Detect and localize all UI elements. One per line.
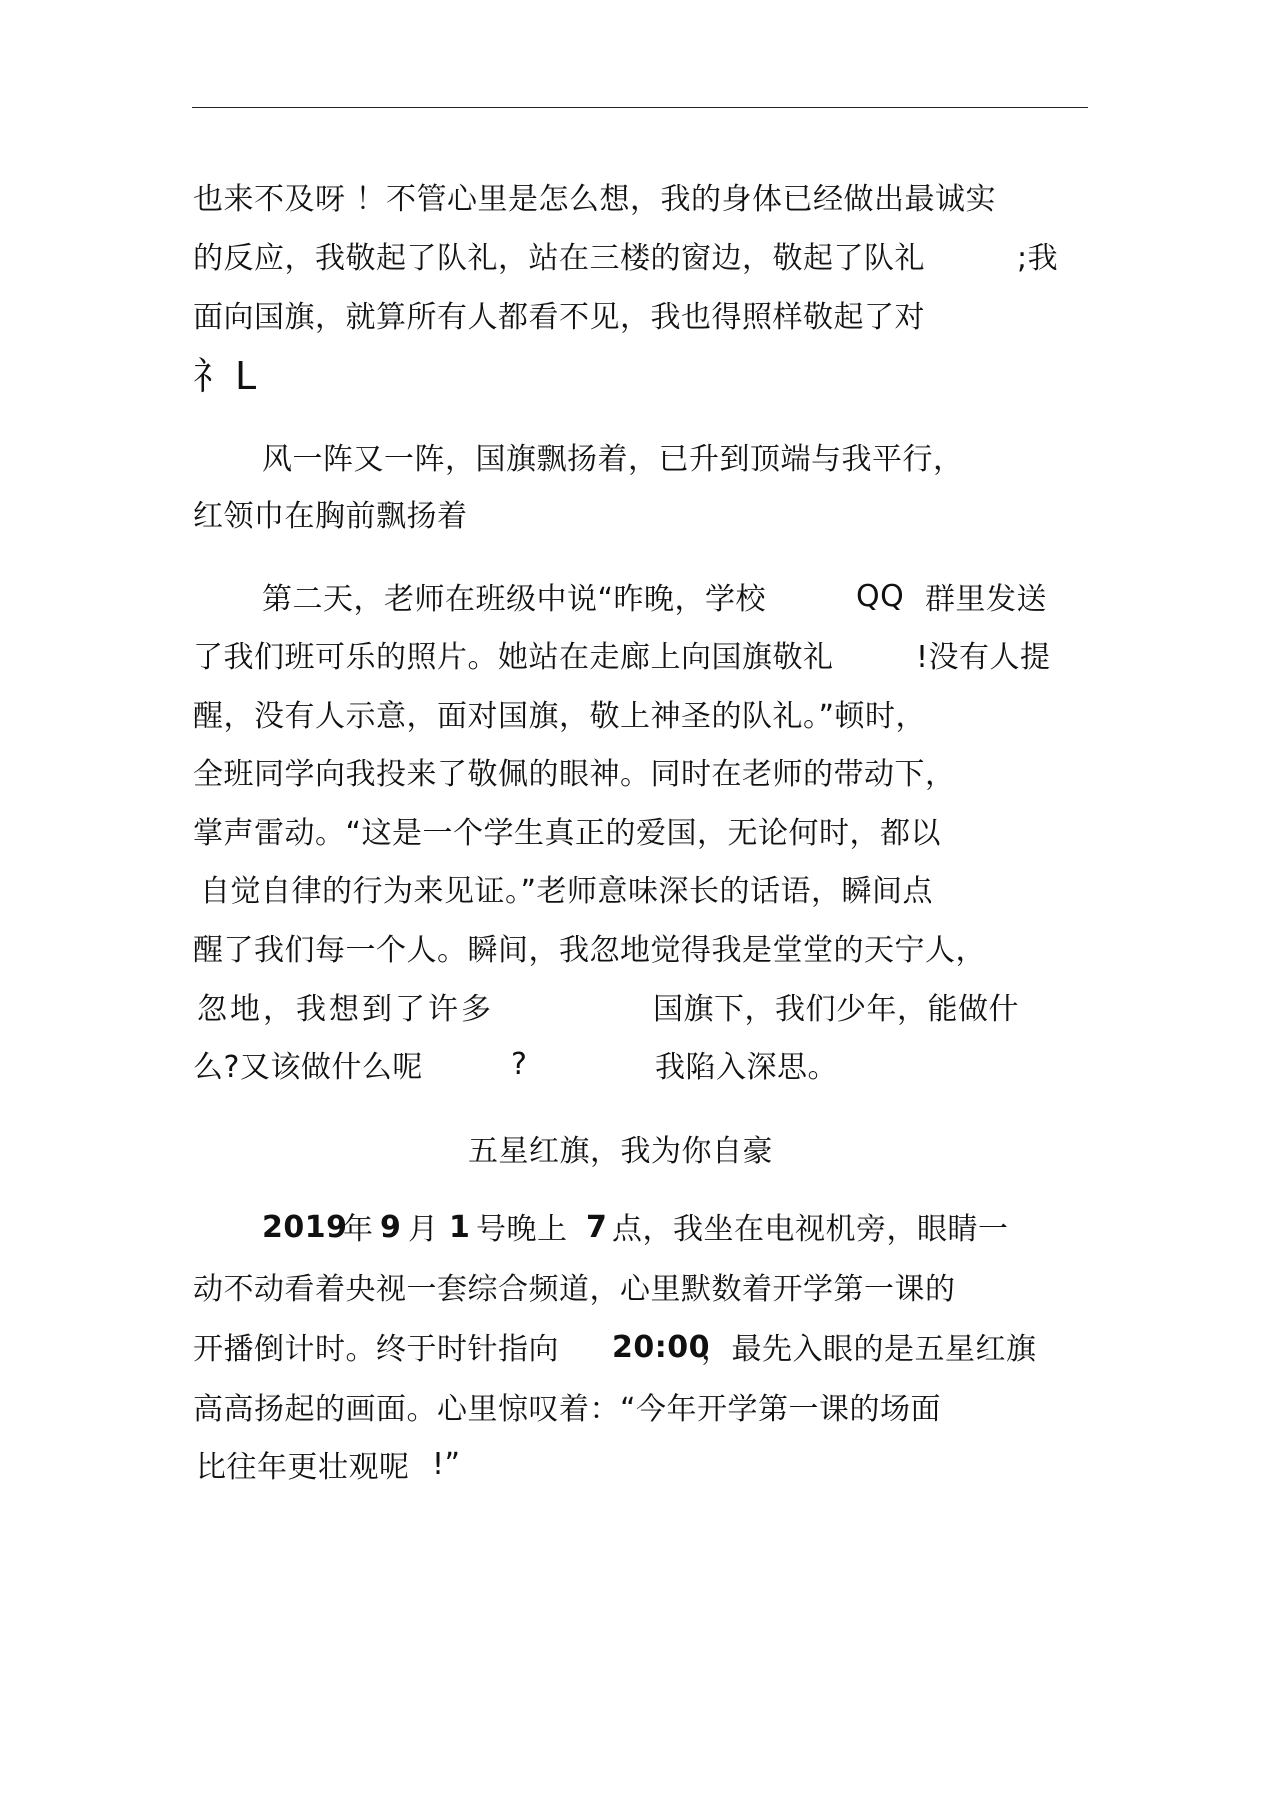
text-line: 全班同学向我投来了敬佩的眼神。同时在老师的带动下， bbox=[193, 757, 956, 792]
text-line: 月 bbox=[408, 1212, 439, 1247]
text-line: 我陷入深思。 bbox=[655, 1050, 838, 1085]
text-line: 20:00 bbox=[612, 1330, 710, 1365]
text-line: 高高扬起的画面。心里惊叹着：“今年开学第一课的场面 bbox=[193, 1392, 942, 1427]
text-line: 么?又该做什么呢 bbox=[193, 1050, 423, 1085]
text-line: 群里发送 bbox=[925, 582, 1047, 617]
text-line: 9 bbox=[380, 1210, 402, 1245]
text-line: 风一阵又一阵，国旗飘扬着，已升到顶端与我平行， bbox=[262, 442, 964, 477]
header-rule bbox=[192, 107, 1088, 108]
text-line: !没有人提 bbox=[916, 640, 1051, 675]
text-line: 2019 bbox=[262, 1210, 348, 1245]
text-line: ，最先入眼的是五星红旗 bbox=[701, 1332, 1037, 1367]
text-line: 年 bbox=[343, 1212, 374, 1247]
text-line: 忽地，我想到了许多 bbox=[197, 992, 494, 1027]
text-line: QQ bbox=[856, 579, 905, 614]
text-line: 点，我坐在电视机旁，眼睛一 bbox=[612, 1212, 1009, 1247]
text-line: 面向国旗，就算所有人都看不见，我也得照样敬起了对 bbox=[193, 300, 925, 335]
text-line: 1 bbox=[449, 1210, 471, 1245]
text-line: 的反应，我敬起了队礼，站在三楼的窗边，敬起了队礼 bbox=[193, 241, 925, 276]
section-heading: 五星红旗，我为你自豪 bbox=[468, 1134, 773, 1169]
text-line: 也来不及呀 ！不管心里是怎么想，我的身体已经做出最诚实 bbox=[193, 182, 997, 217]
text-line: ? bbox=[511, 1047, 528, 1082]
text-line: !” bbox=[432, 1447, 461, 1482]
text-line: 7 bbox=[586, 1210, 608, 1245]
text-line: 自觉自律的行为来见证。”老师意味深长的话语，瞬间点 bbox=[200, 874, 934, 909]
text-line: 号晚上 bbox=[476, 1212, 568, 1247]
text-line: 开播倒计时。终于时针指向 bbox=[193, 1332, 559, 1367]
text-line: ;我 bbox=[1017, 241, 1059, 276]
text-line: 动不动看着央视一套综合频道，心里默数着开学第一课的 bbox=[193, 1272, 956, 1307]
text-line: 比往年更壮观呢 bbox=[196, 1450, 410, 1485]
text-line: 第二天，老师在班级中说“昨晚，学校 bbox=[262, 582, 767, 617]
text-line: 掌声雷动。“这是一个学生真正的爱国，无论何时，都以 bbox=[193, 816, 942, 851]
text-line: 了我们班可乐的照片。她站在走廊上向国旗敬礼 bbox=[193, 640, 834, 675]
text-line: 醒，没有人示意，面对国旗，敬上神圣的队礼。”顿时， bbox=[193, 699, 927, 734]
text-line: 醒了我们每一个人。瞬间，我忽地觉得我是堂堂的天宁人， bbox=[193, 933, 986, 968]
text-line: 国旗下，我们少年，能做什 bbox=[653, 992, 1019, 1027]
text-line: 礻L bbox=[193, 354, 261, 398]
text-line: 红领巾在胸前飘扬着 bbox=[193, 499, 468, 534]
